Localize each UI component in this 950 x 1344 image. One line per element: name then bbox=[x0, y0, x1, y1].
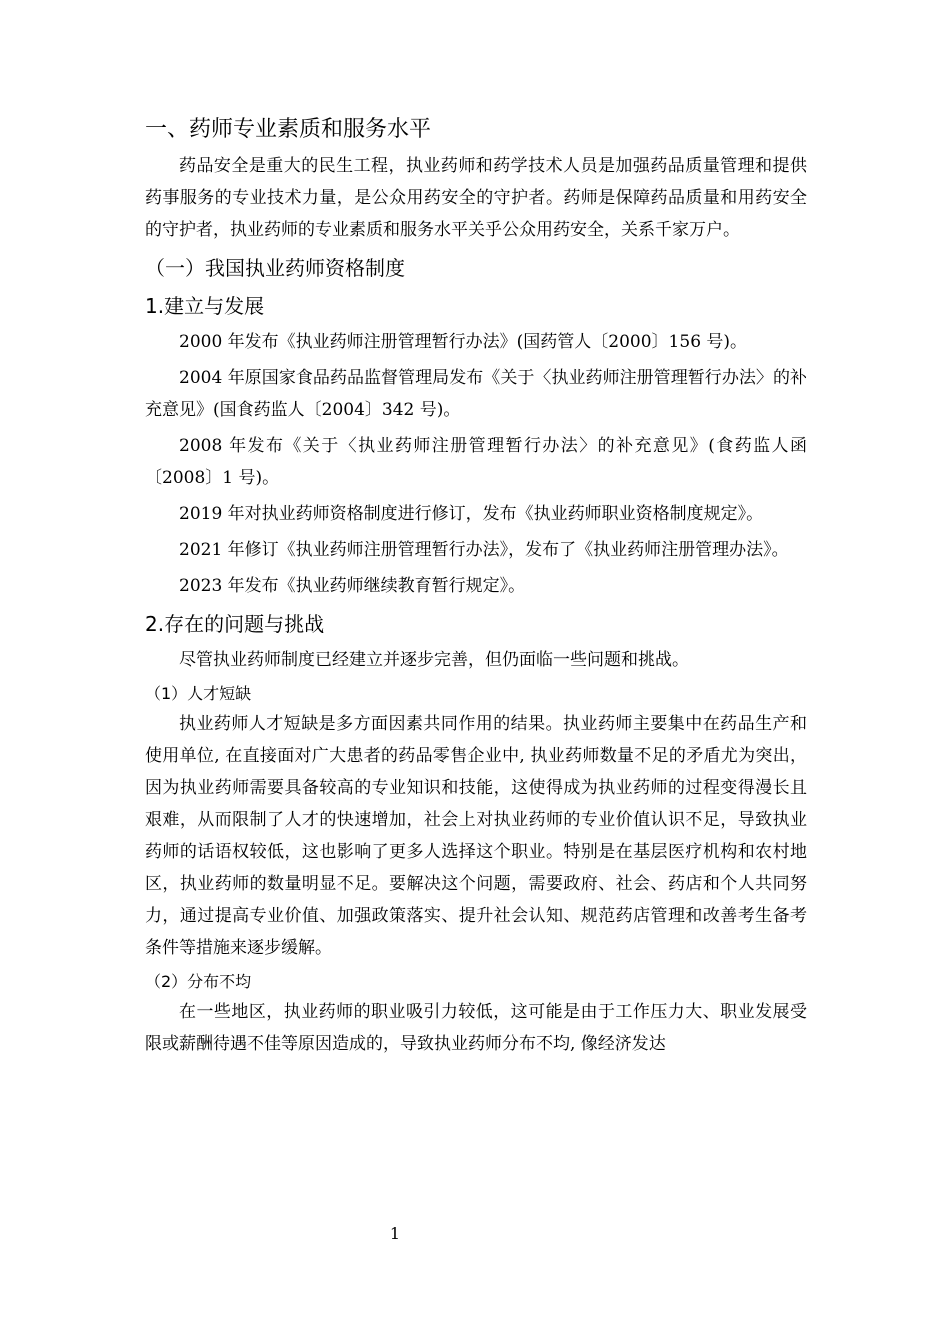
issue-text-uneven-distribution: 在一些地区，执业药师的职业吸引力较低，这可能是由于工作压力大、职业发展受限或薪酬待遇不佳等原因造成的，导致执业药师分布不均, 像经济发达 bbox=[145, 1002, 807, 1054]
challenges-intro: 尽管执业药师制度已经建立并逐步完善，但仍面临一些问题和挑战。 bbox=[179, 650, 689, 670]
document-body bbox=[145, 112, 807, 1064]
history-item: 2008 年发布《关于〈执业药师注册管理暂行办法〉的补充意见》(食药监人函〔2008〕1 号)。 bbox=[145, 436, 807, 488]
issue-text-talent-shortage: 执业药师人才短缺是多方面因素共同作用的结果。执业药师主要集中在药品生产和使用单位, 在直接面对广大患者的药品零售企业中, 执业药师数量不足的矛盾尤为突出，因为执业药师需要具备较高的专业知识和技能，这使得成为执业药师的过程变得漫长且艰难，从而限制了人才的快速增加，社会上对执业药师的专业价值认识不足，导致执业药师的话语权较低，这也影响了更多人选择这个职业。特别是在基层医疗机构和农村地区，执业药师的数量明显不足。要解决这个问题，需要政府、社会、药店和个人共同努力，通过提高专业价值、加强政策落实、提升社会认知、规范药店管理和改善考生备考条件等措施来逐步缓解。 bbox=[145, 714, 807, 958]
issue-title-talent-shortage: （1）人才短缺 bbox=[145, 684, 252, 703]
subsection-title-2: 2.存在的问题与挑战 bbox=[145, 612, 325, 636]
subsection-title-1: 1.建立与发展 bbox=[145, 294, 265, 318]
history-item: 2004 年原国家食品药品监督管理局发布《关于〈执业药师注册管理暂行办法〉的补充意见》(国食药监人〔2004〕342 号)。 bbox=[145, 368, 807, 420]
history-item: 2021 年修订《执业药师注册管理暂行办法》，发布了《执业药师注册管理办法》。 bbox=[179, 540, 789, 560]
intro-paragraph: 药品安全是重大的民生工程，执业药师和药学技术人员是加强药品质量管理和提供药事服务的专业技术力量，是公众用药安全的守护者。药师是保障药品质量和用药安全的守护者，执业药师的专业素质和服务水平关乎公众用药安全，关系千家万户。 bbox=[145, 156, 807, 240]
issue-title-uneven-distribution: （2）分布不均 bbox=[145, 972, 252, 991]
page-number: 1 bbox=[389, 1224, 401, 1243]
section-title: （一）我国执业药师资格制度 bbox=[145, 256, 405, 280]
history-item: 2000 年发布《执业药师注册管理暂行办法》(国药管人〔2000〕156 号)。 bbox=[179, 332, 748, 352]
heading-1: 一、药师专业素质和服务水平 bbox=[145, 117, 432, 142]
history-item: 2019 年对执业药师资格制度进行修订，发布《执业药师职业资格制度规定》。 bbox=[179, 504, 764, 524]
history-item: 2023 年发布《执业药师继续教育暂行规定》。 bbox=[179, 576, 526, 596]
